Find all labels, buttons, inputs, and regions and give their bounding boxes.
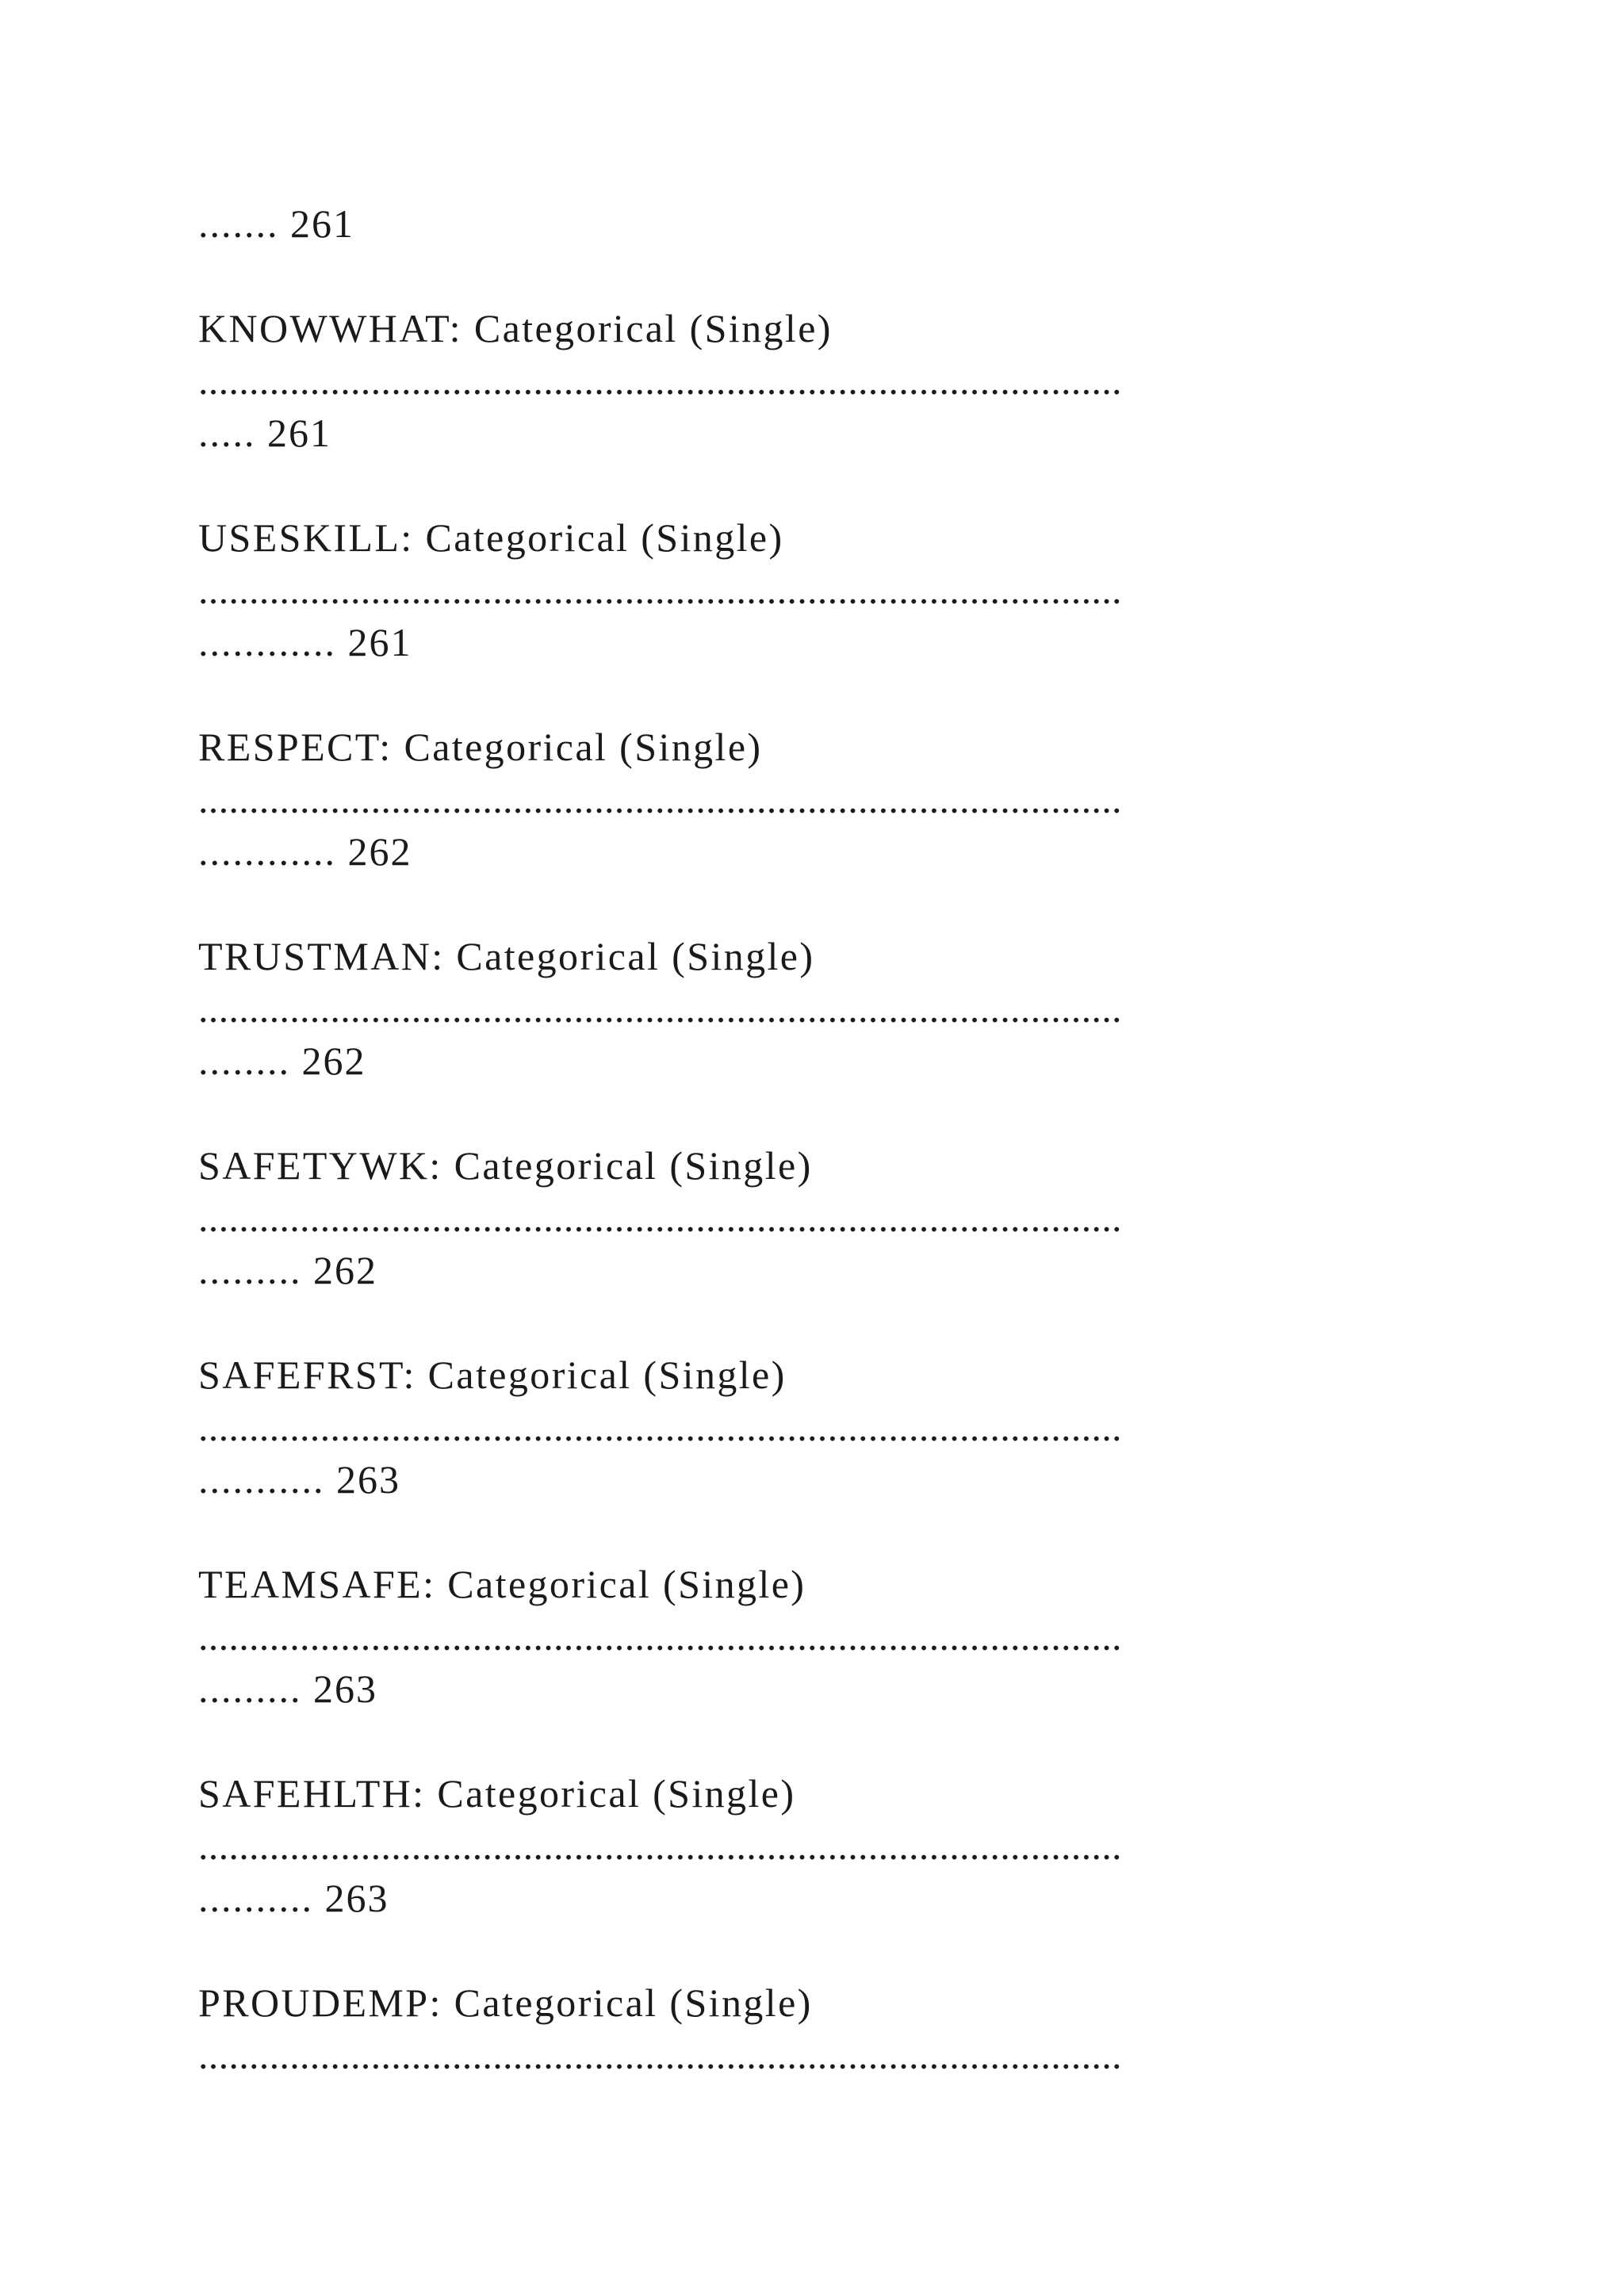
toc-entry-title: KNOWWHAT: Categorical (Single): [198, 306, 833, 350]
toc-entry-title: PROUDEMP: Categorical (Single): [198, 1980, 813, 2025]
toc-leader-dots: ...........................................................................................: [198, 2033, 1122, 2077]
toc-entry-title: SAFEFRST: Categorical (Single): [198, 1353, 787, 1397]
toc-entry-page-ref: ........... 263: [198, 1457, 400, 1502]
toc-entry-page-ref: ....... 261: [198, 201, 354, 246]
toc-leader-dots: ...........................................................................................: [198, 1196, 1122, 1240]
toc-leader-dots: ...........................................................................................: [198, 1823, 1122, 1868]
toc-leader-dots: ...........................................................................................: [198, 568, 1122, 612]
toc-entry-page-ref: ..... 261: [198, 411, 331, 455]
toc-entry-page-ref: ............ 261: [198, 620, 412, 664]
toc-entry-title: SAFEHLTH: Categorical (Single): [198, 1771, 796, 1816]
toc-leader-dots: ...........................................................................................: [198, 777, 1122, 821]
toc-leader-dots: ...........................................................................................: [198, 1405, 1122, 1449]
toc-entry-title: SAFETYWK: Categorical (Single): [198, 1143, 813, 1188]
toc-leader-dots: ...........................................................................................: [198, 1614, 1122, 1659]
toc-leader-dots: ...........................................................................................: [198, 986, 1122, 1031]
toc-entry-title: TEAMSAFE: Categorical (Single): [198, 1562, 806, 1606]
toc-entry-page-ref: ......... 262: [198, 1248, 377, 1292]
toc-entry-title: USESKILL: Categorical (Single): [198, 515, 784, 560]
toc-leader-dots: ...........................................................................................: [198, 358, 1122, 403]
toc-entry-page-ref: ........ 262: [198, 1039, 366, 1083]
toc-entry-page-ref: .......... 263: [198, 1876, 389, 1920]
toc-entry-page-ref: ............ 262: [198, 829, 412, 874]
toc-entry-page-ref: ......... 263: [198, 1667, 377, 1711]
toc-entry-title: RESPECT: Categorical (Single): [198, 725, 763, 769]
toc-entry-title: TRUSTMAN: Categorical (Single): [198, 934, 815, 978]
